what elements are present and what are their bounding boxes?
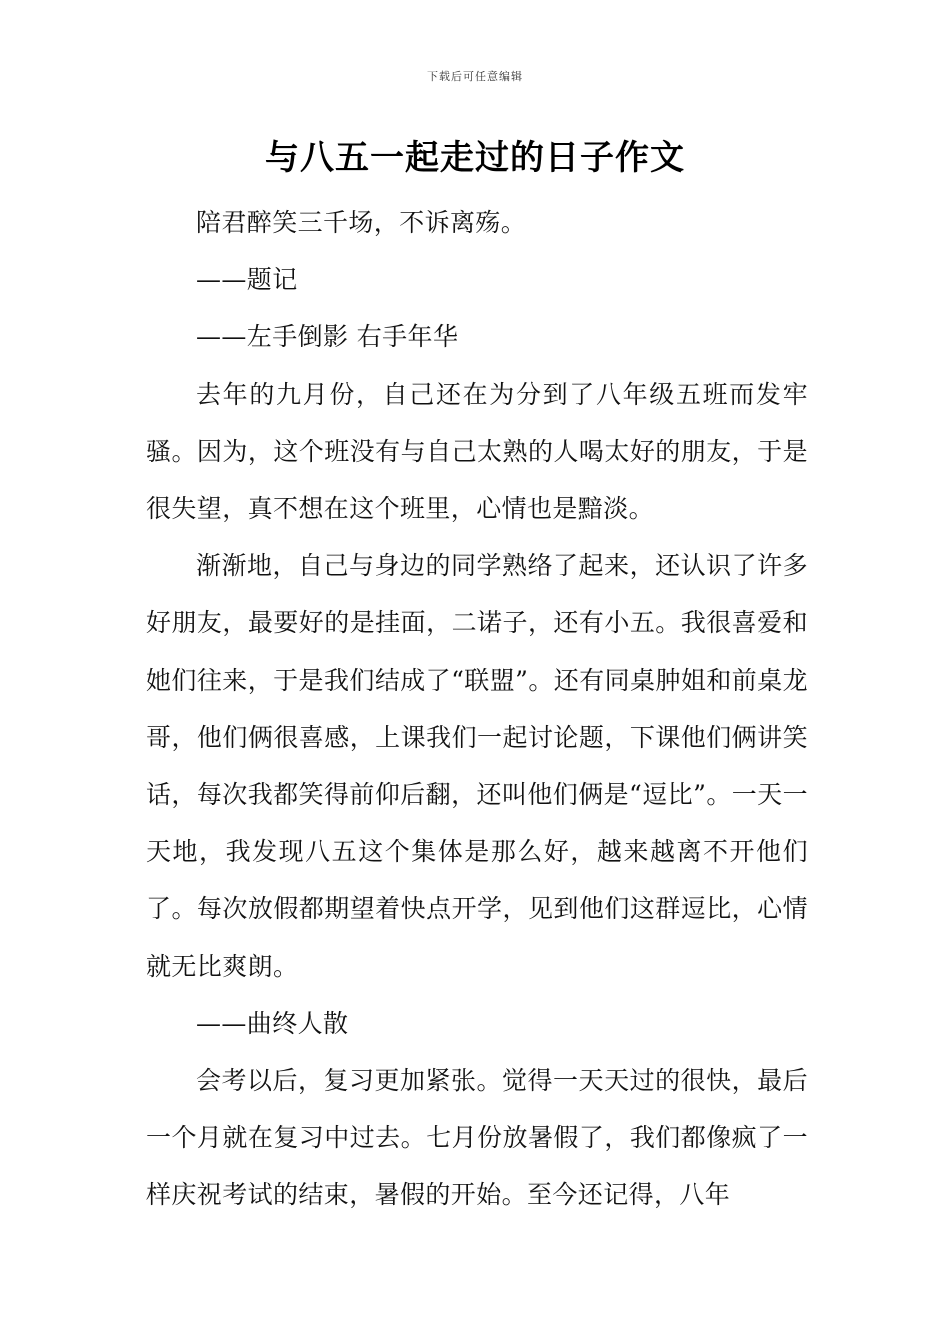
section-heading-party-ends: ——曲终人散 [196, 1008, 349, 1038]
paragraph-epigraph-attribution: ——题记 [196, 265, 298, 295]
section-heading-left-hand-reflection: ——左手倒影 右手年华 [196, 322, 459, 352]
paragraph-after-exam: 会考以后，复习更加紧张。觉得一天天过的很快，最后一个月就在复习中过去。七月份放暑假了，我们都像疯了一样庆祝考试的结束，暑假的开始。至今还记得，八年 [146, 1066, 808, 1210]
header-note: 下载后可任意编辑 [427, 70, 523, 83]
paragraph-epigraph: 陪君醉笑三千场，不诉离殇。 [196, 208, 527, 237]
document-body [146, 194, 808, 1224]
paragraph-last-september: 去年的九月份，自己还在为分到了八年级五班而发牢骚。因为，这个班没有与自己太熟的人喝太好的朋友，于是很失望，真不想在这个班里，心情也是黯淡。 [146, 379, 808, 524]
document-title: 与八五一起走过的日子作文 [265, 138, 685, 178]
paragraph-gradually: 渐渐地，自己与身边的同学熟络了起来，还认识了许多好朋友，最要好的是挂面，二诺子，还有小五。我很喜爱和她们往来，于是我们结成了“联盟”。还有同桌肿姐和前桌龙哥，他们俩很喜感，上课我们一起讨论题，下课他们俩讲笑话，每次我都笑得前仰后翻，还叫他们俩是“逗比”。一天一天地，我发现八五这个集体是那么好，越来越离不开他们了。每次放假都期望着快点开学，见到他们这群逗比，心情就无比爽朗。 [146, 551, 808, 981]
